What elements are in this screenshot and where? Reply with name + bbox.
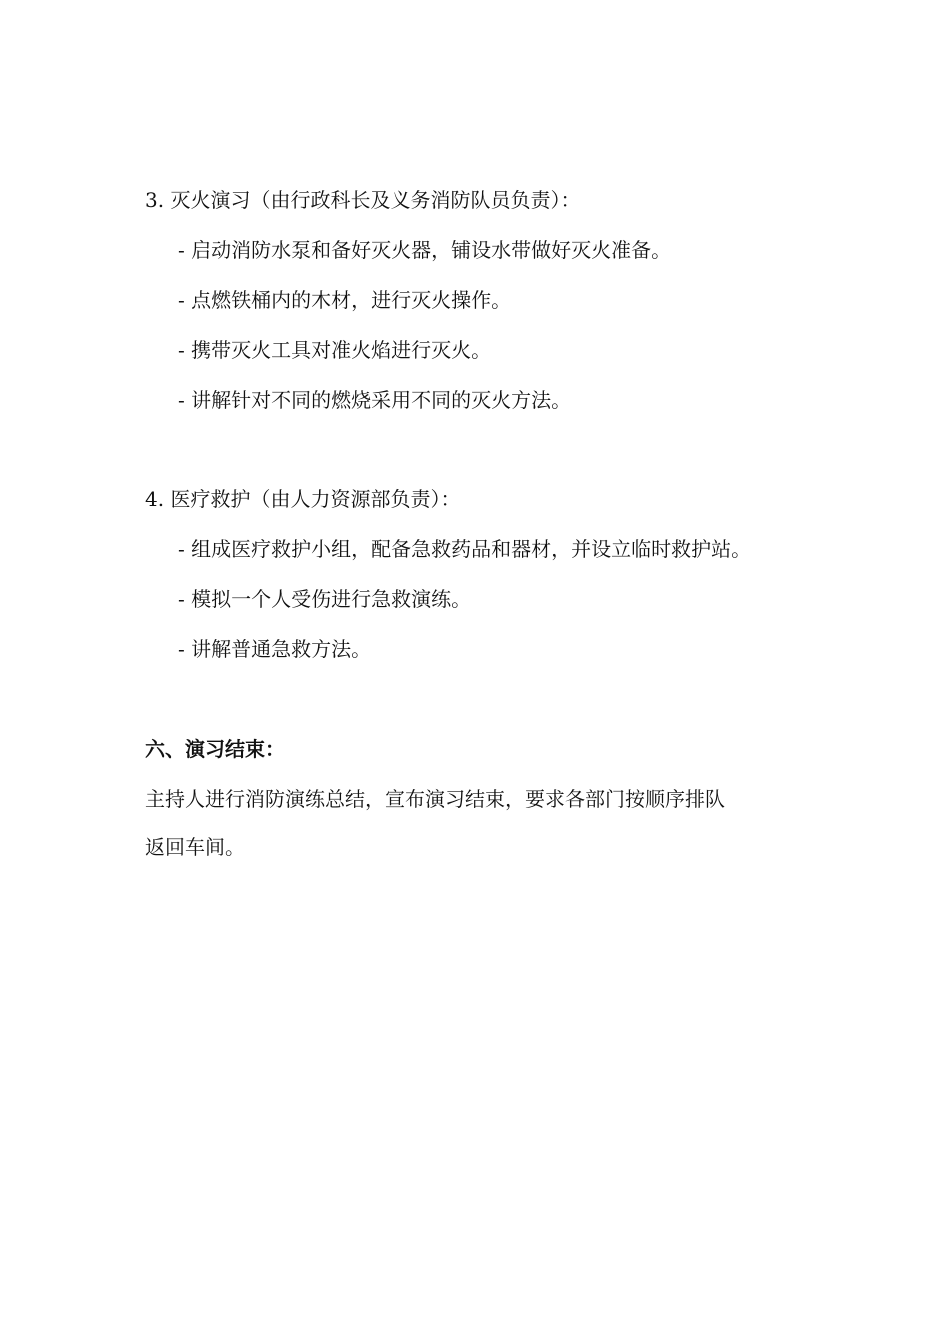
section-4-item-3: - 讲解普通急救方法。 <box>178 637 372 661</box>
section-3-item-4: - 讲解针对不同的燃烧采用不同的灭火方法。 <box>178 388 572 412</box>
section-4-item-2: - 模拟一个人受伤进行急救演练。 <box>178 587 472 611</box>
ending-paragraph-line-2: 返回车间。 <box>145 835 245 859</box>
ending-heading: 六、演习结束： <box>145 737 285 761</box>
section-3-item-3: - 携带灭火工具对准火焰进行灭火。 <box>178 338 492 362</box>
section-4-title: 4. 医疗救护（由人力资源部负责）： <box>145 487 461 511</box>
section-3-title: 3. 灭火演习（由行政科长及义务消防队员负责）： <box>145 188 581 212</box>
section-3-item-2: - 点燃铁桶内的木材，进行灭火操作。 <box>178 288 512 312</box>
ending-paragraph-line-1: 主持人进行消防演练总结，宣布演习结束，要求各部门按顺序排队 <box>145 787 725 811</box>
section-3-item-1: - 启动消防水泵和备好灭火器，铺设水带做好灭火准备。 <box>178 238 672 262</box>
section-4-item-1: - 组成医疗救护小组，配备急救药品和器材，并设立临时救护站。 <box>178 537 752 561</box>
